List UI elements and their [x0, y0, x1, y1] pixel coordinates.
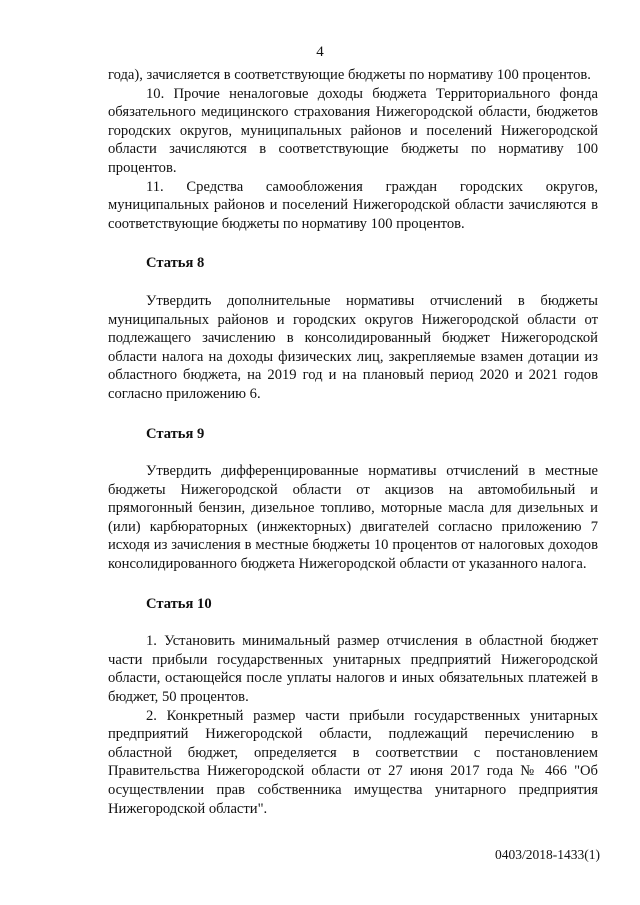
document-body	[108, 66, 598, 818]
article-8-paragraph: Утвердить дополнительные нормативы отчислений в бюджеты муниципальных районов и городских округов Нижегородской области от подлежащего зачислению в консолидированный бюджет Нижегородской области налога на доходы физических лиц, закрепляемые взамен дотации из областного бюджета, на 2019 год и на плановый период 2020 и 2021 годов согласно приложению 6.	[108, 292, 598, 402]
article-8-heading: Статья 8	[146, 255, 205, 272]
article-9-heading: Статья 9	[146, 425, 205, 442]
article-10-paragraph-1: 1. Установить минимальный размер отчисления в областной бюджет части прибыли государственных унитарных предприятий Нижегородской области, остающейся после уплаты налогов и иных обязательных платежей в бюджет, 50 процентов.	[108, 633, 598, 706]
article-10-paragraph-2: 2. Конкретный размер части прибыли государственных унитарных предприятий Нижегородской области, подлежащий перечислению в областной бюджет, определяется в соответствии с постановлением Правительства Нижегородской области от 27 июня 2017 года № 466 "Об осуществлении прав собственника имущества унитарного предприятия Нижегородской области".	[108, 707, 598, 817]
paragraph-item-10: 10. Прочие неналоговые доходы бюджета Территориального фонда обязательного медицинского страхования Нижегородской области, бюджетов городских округов, муниципальных районов и поселений Нижегородской области зачисляются в соответствующие бюджеты по нормативу 100 процентов.	[108, 85, 598, 176]
paragraph-item-11: 11. Средства самообложения граждан городских округов, муниципальных районов и поселений Нижегородской области зачисляются в соответствующие бюджеты по нормативу 100 процентов.	[108, 178, 598, 232]
paragraph-continuation: года), зачисляется в соответствующие бюджеты по нормативу 100 процентов.	[108, 67, 591, 83]
document-code: 0403/2018-1433(1)	[495, 847, 600, 862]
page-number: 4	[316, 44, 324, 60]
article-9-paragraph: Утвердить дифференцированные нормативы отчислений в местные бюджеты Нижегородской области от акцизов на автомобильный и прямогонный бензин, дизельное топливо, моторные масла для дизельных и (или) карбюраторных (инжекторных) двигателей согласно приложению 7 исходя из зачисления в местные бюджеты 10 процентов от налоговых доходов консолидированного бюджета Нижегородской области от указанного налога.	[108, 463, 598, 573]
article-10-heading: Статья 10	[146, 595, 212, 612]
